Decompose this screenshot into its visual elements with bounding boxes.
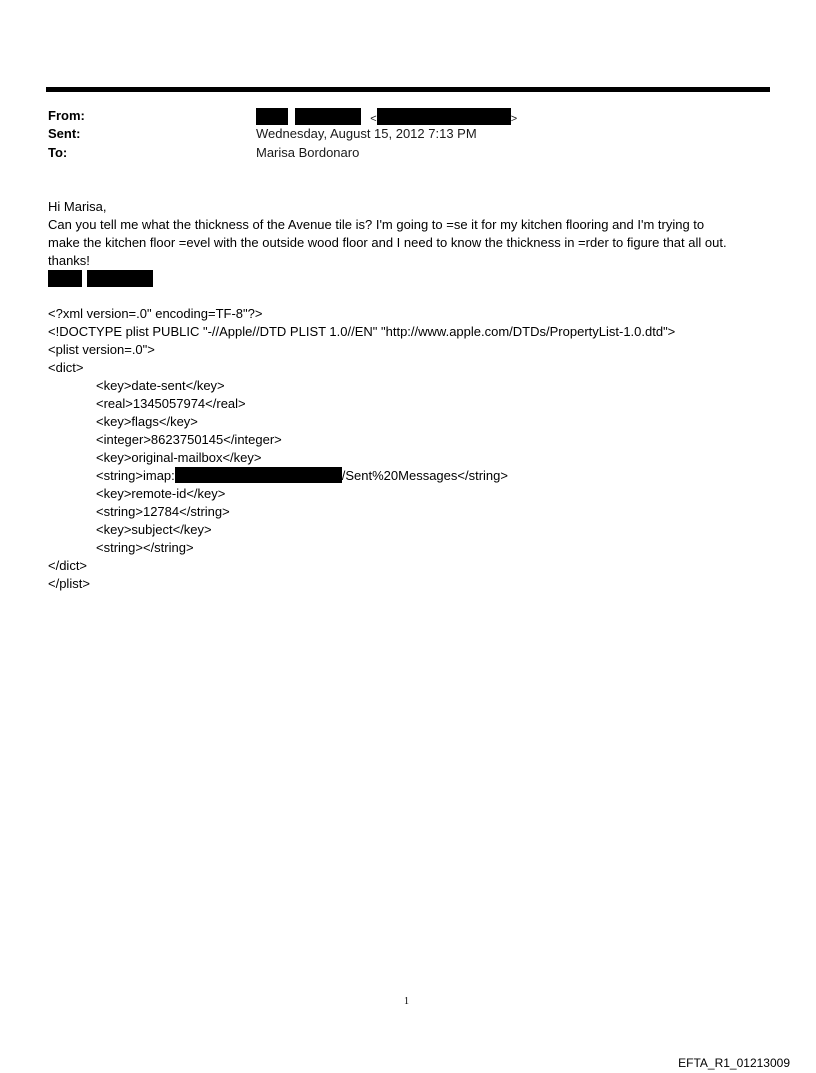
from-value xyxy=(256,108,517,125)
redaction-box xyxy=(295,108,361,125)
doctype-line: <!DOCTYPE plist PUBLIC "-//Apple//DTD PLIST 1.0//EN" "http://www.apple.com/DTDs/PropertyList-1.0.dtd"> xyxy=(48,324,676,339)
plist-entry: <real>1345057974</real> xyxy=(96,396,246,411)
message-body xyxy=(48,198,770,289)
redaction-box xyxy=(256,108,288,125)
plist-entry: <key>flags</key> xyxy=(96,414,198,429)
message-line: Can you tell me what the thickness of the Avenue tile is? I'm going to =se it for my kitchen flooring and I'm trying to xyxy=(48,217,705,232)
greeting: Hi Marisa, xyxy=(48,199,107,214)
plist-entry: <key>date-sent</key> xyxy=(96,378,225,393)
document-id: EFTA_R1_01213009 xyxy=(678,1056,790,1070)
message-line: make the kitchen floor =evel with the outside wood floor and I need to know the thickness in =rder to figure that all out. xyxy=(48,235,727,250)
dict-open: <dict> xyxy=(48,360,84,375)
plist-entry: <string></string> xyxy=(96,540,194,555)
redaction-box xyxy=(48,270,82,287)
dict-close: </dict> xyxy=(48,558,88,573)
plist-entry: <integer>8623750145</integer> xyxy=(96,432,282,447)
plist-block xyxy=(48,305,770,593)
imap-prefix: <string>imap: xyxy=(96,468,175,483)
plist-close: </plist> xyxy=(48,576,90,591)
plist-open: <plist version=.0"> xyxy=(48,342,155,357)
redaction-box xyxy=(87,270,153,287)
plist-entry: <key>remote-id</key> xyxy=(96,486,226,501)
from-open-bracket: < xyxy=(370,113,377,125)
signature-redaction xyxy=(48,270,770,289)
to-label: To: xyxy=(48,145,68,160)
sent-value: Wednesday, August 15, 2012 7:13 PM xyxy=(256,126,477,141)
redaction-box xyxy=(377,108,511,125)
sent-label: Sent: xyxy=(48,126,81,141)
plist-entry: <key>original-mailbox</key> xyxy=(96,450,262,465)
plist-entry: <string>12784</string> xyxy=(96,504,230,519)
message-line: thanks! xyxy=(48,253,90,268)
redaction-box xyxy=(175,467,342,483)
plist-entry-imap xyxy=(48,467,770,485)
page-number: 1 xyxy=(404,996,409,1007)
from-close-bracket: > xyxy=(510,113,518,125)
imap-suffix: /Sent%20Messages</string> xyxy=(341,468,508,483)
header-rule xyxy=(46,87,770,92)
from-label: From: xyxy=(48,108,85,123)
xml-declaration: <?xml version=.0" encoding=TF-8"?> xyxy=(48,306,263,321)
plist-entry: <key>subject</key> xyxy=(96,522,212,537)
to-value: Marisa Bordonaro xyxy=(256,145,360,160)
